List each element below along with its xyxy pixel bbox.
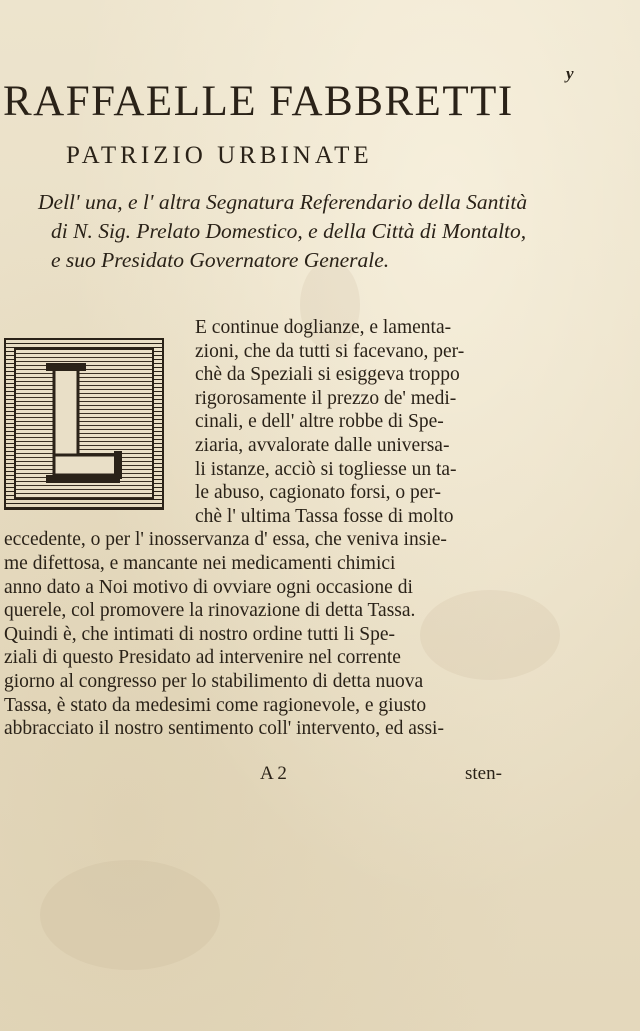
title-block (38, 188, 598, 275)
body-line: eccedente, o per l' inosservanza d' essa, che veniva insie- (4, 529, 447, 551)
body-line: giorno al congresso per lo stabilimento di detta nuova (4, 670, 424, 692)
catchword: sten- (465, 763, 502, 784)
corner-mark: y (566, 64, 574, 83)
body-line: cinali, e dell' altre robbe di Spe- (195, 411, 444, 433)
body-line: anno dato a Noi motivo di ovviare ogni occasione di (4, 576, 413, 598)
header-name (0, 80, 640, 123)
body-line: querele, col promovere la rinovazione di detta Tassa. (4, 600, 416, 622)
title-line: e suo Presidato Governatore Generale. (51, 248, 390, 272)
body-line: zioni, che da tutti si facevano, per- (195, 340, 465, 362)
title-line: Dell' una, e l' altra Segnatura Referendario della Santità (38, 190, 528, 214)
body-line: li istanze, acciò si togliesse un ta- (195, 458, 457, 480)
paper-stain (40, 860, 220, 970)
body-line: abbracciato il nostro sentimento coll' intervento, ed assi- (4, 718, 444, 740)
header-name-text: RAFFAELLE FABBRETTI (3, 78, 514, 125)
body-line: Quindi è, che intimati di nostro ordine tutti li Spe- (4, 623, 396, 645)
signature-mark: A 2 (260, 763, 287, 784)
title-line: di N. Sig. Prelato Domestico, e della Città di Montalto, (51, 219, 527, 243)
body-line: ziaria, avvalorate dalle universa- (195, 434, 450, 456)
body-line: Tassa, è stato da medesimi come ragionevole, e giusto (4, 694, 427, 716)
body-line: E continue doglianze, e lamenta- (195, 317, 452, 338)
body-line: chè l' ultima Tassa fosse di molto (195, 505, 454, 527)
body-line: me difettosa, e mancante nei medicamenti chimici (4, 552, 396, 574)
body-line: rigorosamente il prezzo de' medi- (195, 387, 457, 409)
body-line: chè da Speziali si esiggeva troppo (195, 364, 460, 386)
body-line: ziali di questo Presidato ad intervenire nel corrente (4, 647, 401, 669)
header-subtitle: PATRIZIO URBINATE (66, 142, 373, 169)
body-text (0, 316, 640, 741)
body-line: le abuso, cagionato forsi, o per- (195, 482, 441, 504)
